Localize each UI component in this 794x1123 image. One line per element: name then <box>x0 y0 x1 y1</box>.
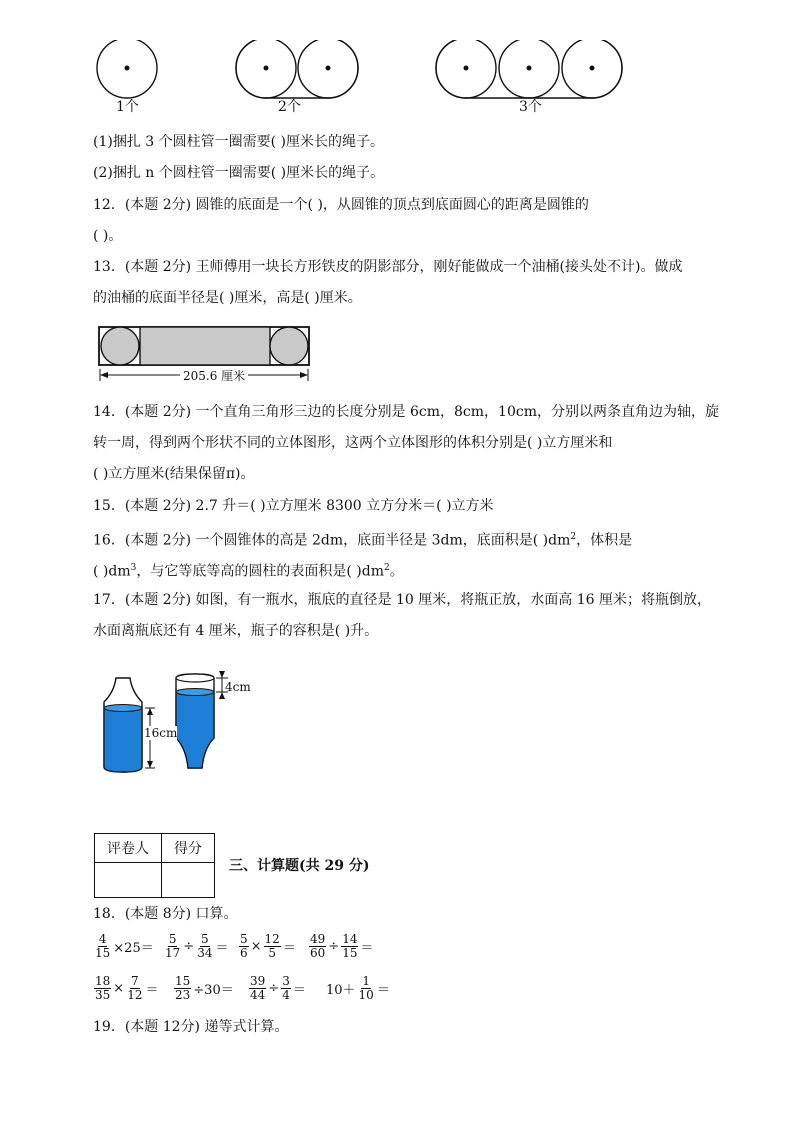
shaded-rectangle <box>140 327 270 365</box>
q16-text-e: 。 <box>389 563 404 580</box>
q18-expr: $\frac{39}{44}$ ÷ $\frac{3}{4}$ ＝ <box>250 974 306 1002</box>
pipe-center <box>527 66 532 71</box>
water-surface <box>104 705 142 712</box>
q19-title: 19．(本题 12分) 递等式计算。 <box>93 1019 289 1035</box>
dimension-arrow-right <box>300 372 308 378</box>
q14-line2: 转一周，得到两个形状不同的立体图形，这两个立体图形的体积分别是( )立方厘米和 <box>93 435 613 451</box>
q13-line1: 13．(本题 2分) 王师傅用一块长方形铁皮的阴影部分，刚好能做成一个油桶(接头处不计)。做成 <box>93 259 683 275</box>
water-surface <box>176 689 214 696</box>
score-header: 得分 <box>162 834 215 863</box>
q12-line1: 12．(本题 2分) 圆锥的底面是一个( )，从圆锥的顶点到底面圆心的距离是圆锥的 <box>93 197 589 213</box>
pipe-center <box>464 66 469 71</box>
q16-line1 <box>93 527 632 551</box>
q16-text-c: ( )dm <box>93 563 131 580</box>
circles-figure <box>90 40 650 120</box>
fraction: $\frac{1}{10}$ <box>358 974 374 1002</box>
q14-line1: 14．(本题 2分) 一个直角三角形三边的长度分别是 6cm，8cm，10cm，分别以两条直角边为轴，旋 <box>93 404 719 420</box>
fraction: $\frac{12}{5}$ <box>264 932 280 960</box>
fraction: $\frac{5}{17}$ <box>165 932 181 960</box>
reviewer-header: 评卷人 <box>95 834 162 863</box>
q15-line1: 15．(本题 2分) 2.7 升＝( )立方厘米 8300 立方分米＝( )立方米 <box>93 498 494 514</box>
circles-label-3: 3个 <box>519 99 542 115</box>
q16-text-b: ，体积是 <box>576 532 633 549</box>
q18-expr: $\frac{49}{60}$ ÷ $\frac{14}{15}$ ＝ <box>310 932 374 960</box>
q13-dimension-label: 205.6 厘米 <box>180 367 248 384</box>
q13-line2: 的油桶的底面半径是( )厘米，高是( )厘米。 <box>93 290 362 306</box>
q17-label-4cm: 4cm <box>225 680 251 694</box>
fraction: $\frac{49}{60}$ <box>310 932 326 960</box>
q18-expr: $\frac{5}{6}$ × $\frac{12}{5}$ ＝ <box>240 932 296 960</box>
q18-expr: $\frac{4}{15}$ ×25＝ <box>95 932 154 960</box>
fraction: $\frac{7}{12}$ <box>127 974 143 1002</box>
pipe-center <box>125 66 130 71</box>
bottle-inverted-top <box>176 674 214 682</box>
fraction: $\frac{14}{15}$ <box>342 932 358 960</box>
q18-title: 18．(本题 8分) 口算。 <box>93 906 238 922</box>
q11-part1: (1)捆扎 3 个圆柱管一圈需要( )厘米长的绳子。 <box>93 134 385 150</box>
dim-16cm-arrow-down <box>147 761 153 768</box>
score-box <box>94 833 215 898</box>
circles-label-1: 1个 <box>116 99 139 115</box>
q12-line2: ( )。 <box>93 228 123 244</box>
fraction: $\frac{5}{6}$ <box>240 932 248 960</box>
bottle-upright-water <box>104 708 142 772</box>
fraction: $\frac{4}{15}$ <box>95 932 111 960</box>
q11-part2: (2)捆扎 n 个圆柱管一圈需要( )厘米长的绳子。 <box>93 165 385 181</box>
q17-label-16cm: 16cm <box>144 726 178 740</box>
section3-title: 三、计算题(共 29 分) <box>229 858 370 874</box>
binding-rope <box>236 40 358 98</box>
q18-expr: $\frac{15}{23}$ ÷30＝ <box>175 974 234 1002</box>
fraction: $\frac{18}{35}$ <box>95 974 111 1002</box>
fraction: $\frac{39}{44}$ <box>250 974 266 1002</box>
pipe-center <box>326 66 331 71</box>
shaded-circle-left <box>101 327 139 365</box>
dim-4cm-arrow-down <box>219 671 225 678</box>
q17-line2: 水面离瓶底还有 4 厘米，瓶子的容积是( )升。 <box>93 623 379 639</box>
q16-exp: 3 <box>130 563 137 573</box>
bottle-inverted-water <box>176 692 214 768</box>
q14-line3: ( )立方厘米(结果保留π)。 <box>93 466 255 482</box>
fraction: $\frac{5}{34}$ <box>197 932 213 960</box>
q16-text-a: 16．(本题 2分) 一个圆锥体的高是 2dm，底面半径是 3dm，底面积是( )dm <box>93 532 571 549</box>
pipe-center <box>264 66 269 71</box>
q17-line1: 17．(本题 2分) 如图，有一瓶水，瓶底的直径是 10 厘米，将瓶正放，水面高 16 厘米；将瓶倒放， <box>93 592 711 608</box>
q16-exp: 2 <box>383 563 390 573</box>
q18-expr: $\frac{5}{17}$ ÷ $\frac{5}{34}$ ＝ <box>165 932 229 960</box>
q16-exp: 2 <box>570 532 577 542</box>
q18-expr: 10＋ $\frac{1}{10}$ ＝ <box>326 974 390 1002</box>
pipe-center <box>590 66 595 71</box>
circles-label-2: 2个 <box>278 99 301 115</box>
q16-text-d: ，与它等底等高的圆柱的表面积是( )dm <box>136 563 384 580</box>
reviewer-cell[interactable] <box>95 863 162 898</box>
score-cell[interactable] <box>162 863 215 898</box>
fraction: $\frac{3}{4}$ <box>282 974 290 1002</box>
dim-16cm-arrow-up <box>147 708 153 715</box>
q18-expr: $\frac{18}{35}$ × $\frac{7}{12}$ ＝ <box>95 974 159 1002</box>
fraction: $\frac{15}{23}$ <box>175 974 191 1002</box>
dimension-arrow-left <box>100 372 108 378</box>
q16-line2 <box>93 558 404 582</box>
shaded-circle-right <box>270 327 308 365</box>
